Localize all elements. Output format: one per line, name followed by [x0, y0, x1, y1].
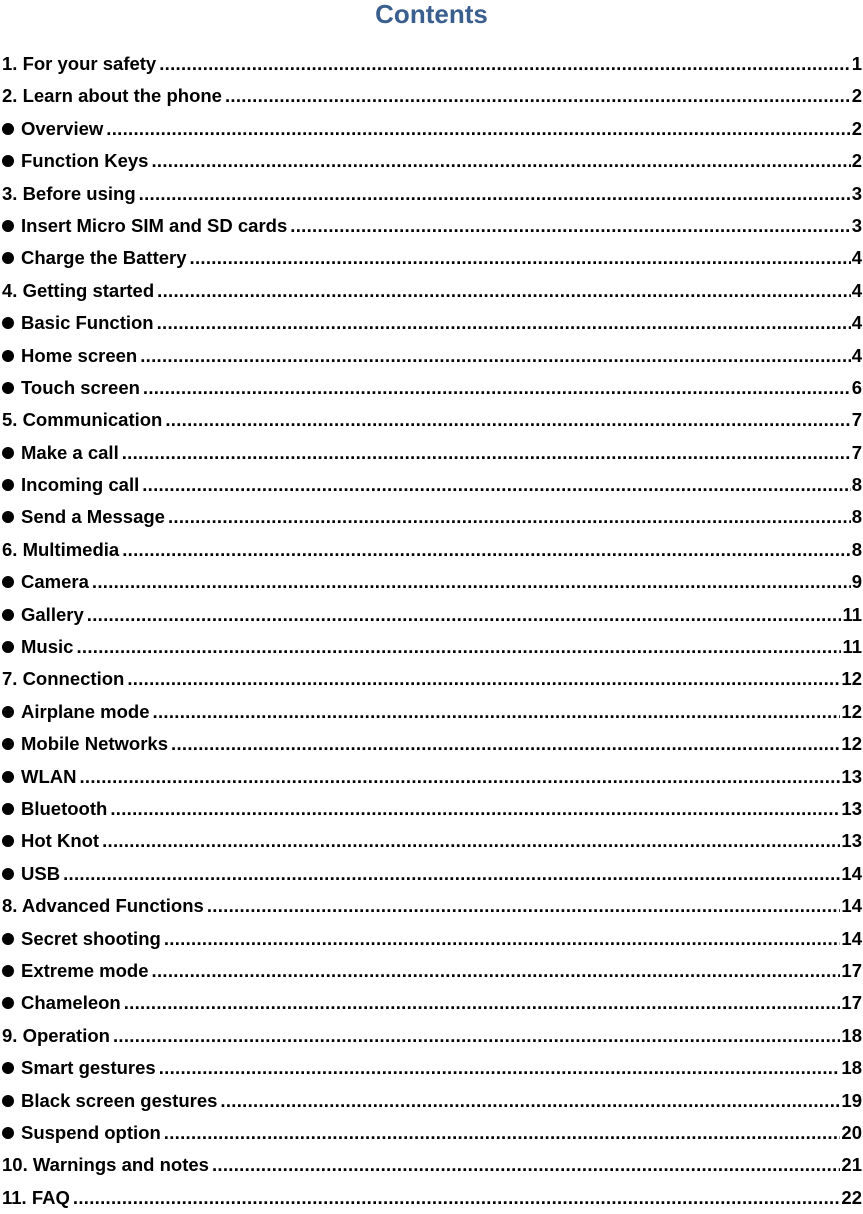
toc-entry-label: Chameleon	[21, 992, 121, 1014]
dot-leader	[110, 793, 840, 825]
toc-entry-page-number: 21	[841, 1154, 862, 1176]
toc-entry	[2, 599, 862, 631]
dot-leader	[143, 372, 851, 404]
dot-leader	[190, 242, 851, 274]
toc-entry	[2, 242, 862, 274]
toc-entry-label: USB	[21, 862, 61, 884]
bullet-icon	[2, 382, 14, 394]
toc-entry	[2, 696, 862, 728]
toc-entry	[2, 663, 862, 695]
dot-leader	[151, 145, 850, 177]
bullet-icon	[2, 803, 14, 815]
toc-entry-label: Gallery	[21, 603, 84, 625]
dot-leader	[79, 761, 840, 793]
toc-entry-page-number: 18	[841, 1024, 862, 1046]
toc-entry-label: Extreme mode	[21, 959, 149, 981]
dot-leader	[164, 1117, 841, 1149]
toc-entry	[2, 793, 862, 825]
toc-entry-page-number: 12	[841, 700, 862, 722]
toc-entry-label: Black screen gestures	[21, 1089, 218, 1111]
dot-leader	[157, 275, 851, 307]
dot-leader	[87, 599, 842, 631]
dot-leader	[124, 987, 841, 1019]
bullet-icon	[2, 868, 14, 880]
dot-leader	[139, 178, 851, 210]
toc-entry-label: Touch screen	[21, 376, 140, 398]
toc-entry-page-number: 4	[851, 312, 862, 334]
toc-entry-page-number: 11	[842, 603, 862, 625]
toc-entry-label: Hot Knot	[21, 830, 100, 852]
toc-entry	[2, 275, 862, 307]
dot-leader	[165, 404, 850, 436]
toc-entry-page-number: 2	[851, 117, 862, 139]
toc-entry	[2, 955, 862, 987]
table-of-contents	[2, 48, 862, 1214]
toc-entry-page-number: 7	[851, 409, 862, 431]
toc-entry-page-number: 3	[851, 182, 862, 204]
bullet-icon	[2, 641, 14, 653]
dot-leader	[122, 437, 851, 469]
toc-entry-label: Home screen	[21, 344, 138, 366]
toc-entry-page-number: 6	[851, 376, 862, 398]
toc-entry-page-number: 13	[841, 765, 862, 787]
bullet-icon	[2, 738, 14, 750]
toc-entry-page-number: 4	[851, 279, 862, 301]
toc-entry-page-number: 17	[841, 992, 862, 1014]
bullet-icon	[2, 479, 14, 491]
toc-entry	[2, 761, 862, 793]
toc-entry	[2, 631, 862, 663]
toc-entry	[2, 987, 862, 1019]
toc-entry-page-number: 2	[851, 150, 862, 172]
bullet-icon	[2, 965, 14, 977]
dot-leader	[212, 1149, 840, 1181]
toc-entry	[2, 728, 862, 760]
dot-leader	[152, 955, 841, 987]
toc-entry-page-number: 1	[851, 53, 862, 74]
toc-entry-label: 4. Getting started	[2, 279, 155, 301]
toc-entry-label: 6. Multimedia	[2, 538, 120, 560]
toc-entry-label: Charge the Battery	[21, 247, 187, 269]
dot-leader	[168, 501, 851, 533]
toc-entry-page-number: 9	[851, 571, 862, 593]
toc-entry-label: Secret shooting	[21, 927, 161, 949]
toc-entry	[2, 1052, 862, 1084]
toc-entry-label: Incoming call	[21, 474, 140, 496]
toc-entry-page-number: 22	[841, 1186, 862, 1208]
toc-entry-page-number: 20	[841, 1121, 862, 1143]
dot-leader	[171, 728, 840, 760]
toc-entry-label: 5. Communication	[2, 409, 163, 431]
toc-entry-label: 2. Learn about the phone	[2, 85, 222, 107]
toc-entry-label: Function Keys	[21, 150, 149, 172]
dot-leader	[153, 696, 841, 728]
toc-entry	[2, 1117, 862, 1149]
toc-entry-label: 10. Warnings and notes	[2, 1154, 209, 1176]
toc-entry-page-number: 12	[841, 668, 862, 690]
page-title: Contents	[375, 0, 488, 29]
dot-leader	[127, 663, 840, 695]
toc-entry	[2, 210, 862, 242]
dot-leader	[290, 210, 850, 242]
toc-entry-page-number: 3	[851, 214, 862, 236]
bullet-icon	[2, 1095, 14, 1107]
dot-leader	[106, 113, 850, 145]
toc-entry	[2, 1182, 862, 1214]
dot-leader	[122, 534, 851, 566]
toc-entry	[2, 1149, 862, 1181]
toc-entry	[2, 113, 862, 145]
bullet-icon	[2, 997, 14, 1009]
bullet-icon	[2, 1062, 14, 1074]
dot-leader	[92, 566, 851, 598]
toc-entry-page-number: 8	[851, 474, 862, 496]
toc-entry	[2, 858, 862, 890]
toc-entry	[2, 307, 862, 339]
toc-entry-label: 1. For your safety	[2, 53, 157, 74]
toc-entry-label: Airplane mode	[21, 700, 150, 722]
toc-entry-label: Music	[21, 636, 74, 658]
toc-entry-page-number: 2	[851, 85, 862, 107]
toc-entry	[2, 340, 862, 372]
toc-entry-label: Basic Function	[21, 312, 154, 334]
dot-leader	[102, 825, 840, 857]
toc-entry	[2, 145, 862, 177]
toc-entry-page-number: 11	[842, 636, 862, 658]
toc-entry-label: Insert Micro SIM and SD cards	[21, 214, 288, 236]
toc-entry-label: Suspend option	[21, 1121, 161, 1143]
toc-entry-label: Mobile Networks	[21, 733, 168, 755]
toc-entry	[2, 566, 862, 598]
toc-entry	[2, 501, 862, 533]
bullet-icon	[2, 511, 14, 523]
toc-entry-label: Smart gestures	[21, 1057, 156, 1079]
toc-entry-page-number: 4	[851, 247, 862, 269]
toc-entry-page-number: 14	[841, 895, 862, 917]
toc-entry-label: Camera	[21, 571, 89, 593]
toc-entry-label: 11. FAQ	[2, 1186, 70, 1208]
dot-leader	[113, 1020, 840, 1052]
bullet-icon	[2, 317, 14, 329]
toc-entry	[2, 534, 862, 566]
toc-entry-label: 3. Before using	[2, 182, 136, 204]
toc-entry-page-number: 17	[841, 959, 862, 981]
toc-entry-page-number: 19	[841, 1089, 862, 1111]
toc-entry-page-number: 13	[841, 830, 862, 852]
dot-leader	[159, 48, 850, 80]
toc-entry-label: Overview	[21, 117, 104, 139]
toc-entry-label: Make a call	[21, 441, 119, 463]
bullet-icon	[2, 155, 14, 167]
toc-entry-page-number: 8	[851, 538, 862, 560]
toc-entry	[2, 890, 862, 922]
toc-entry	[2, 825, 862, 857]
dot-leader	[142, 469, 850, 501]
dot-leader	[73, 1182, 841, 1214]
dot-leader	[207, 890, 841, 922]
toc-entry-page-number: 12	[841, 733, 862, 755]
toc-entry-label: Send a Message	[21, 506, 165, 528]
dot-leader	[220, 1085, 840, 1117]
bullet-icon	[2, 123, 14, 135]
toc-entry	[2, 469, 862, 501]
toc-entry-page-number: 14	[841, 862, 862, 884]
toc-entry	[2, 404, 862, 436]
dot-leader	[164, 923, 841, 955]
bullet-icon	[2, 933, 14, 945]
toc-entry-label: Bluetooth	[21, 797, 108, 819]
bullet-icon	[2, 252, 14, 264]
bullet-icon	[2, 609, 14, 621]
toc-entry-label: 8. Advanced Functions	[2, 895, 204, 917]
bullet-icon	[2, 220, 14, 232]
toc-entry	[2, 178, 862, 210]
toc-entry-page-number: 7	[851, 441, 862, 463]
bullet-icon	[2, 835, 14, 847]
dot-leader	[159, 1052, 841, 1084]
toc-entry	[2, 923, 862, 955]
dot-leader	[225, 80, 851, 112]
bullet-icon	[2, 350, 14, 362]
toc-entry	[2, 1085, 862, 1117]
toc-entry-page-number: 18	[841, 1057, 862, 1079]
toc-entry	[2, 1020, 862, 1052]
toc-entry	[2, 80, 862, 112]
dot-leader	[63, 858, 840, 890]
toc-entry	[2, 48, 862, 80]
toc-entry-label: 7. Connection	[2, 668, 125, 690]
bullet-icon	[2, 576, 14, 588]
dot-leader	[157, 307, 851, 339]
bullet-icon	[2, 771, 14, 783]
toc-entry-page-number: 8	[851, 506, 862, 528]
bullet-icon	[2, 1127, 14, 1139]
toc-entry	[2, 372, 862, 404]
toc-entry-label: 9. Operation	[2, 1024, 110, 1046]
bullet-icon	[2, 447, 14, 459]
toc-entry-page-number: 4	[851, 344, 862, 366]
dot-leader	[76, 631, 841, 663]
toc-entry-page-number: 13	[841, 797, 862, 819]
toc-entry	[2, 437, 862, 469]
toc-entry-page-number: 14	[841, 927, 862, 949]
bullet-icon	[2, 706, 14, 718]
toc-entry-label: WLAN	[21, 765, 77, 787]
dot-leader	[140, 340, 851, 372]
